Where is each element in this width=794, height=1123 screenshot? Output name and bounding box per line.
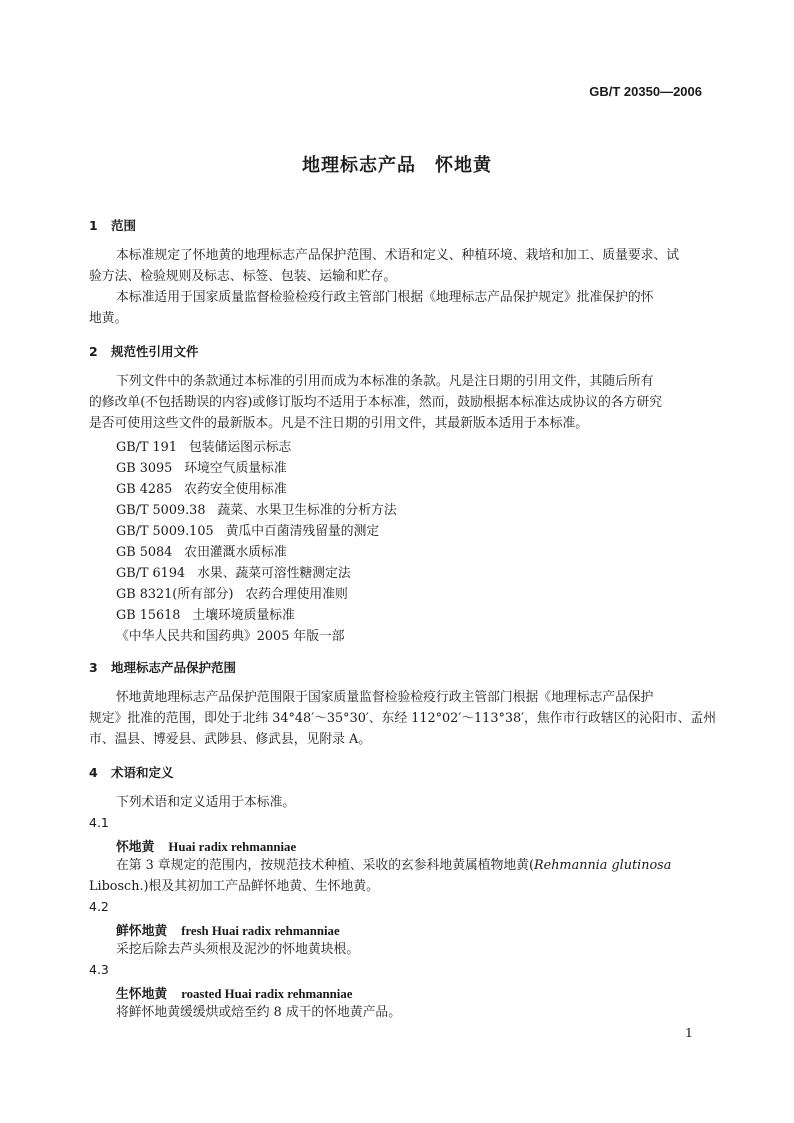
definition-line: Libosch.)根及其初加工产品鲜怀地黄、生怀地黄。 xyxy=(89,879,379,894)
definition-text: 在第 3 章规定的范围内，按规范技术种植、采收的玄参科地黄属植物地黄( xyxy=(116,858,534,873)
reference-title: 农药安全使用标准 xyxy=(184,482,287,497)
section-3-heading xyxy=(89,658,236,676)
section-title: 范围 xyxy=(111,218,137,233)
reference-pharmacopoeia: 《中华人民共和国药典》2005 年版一部 xyxy=(116,629,345,644)
reference-code: GB 4285 xyxy=(116,482,173,497)
reference-code: GB 8321(所有部分) xyxy=(116,587,234,602)
term-english: roasted Huai radix rehmanniae xyxy=(181,987,353,1001)
section-2-heading xyxy=(89,342,199,360)
section-title: 规范性引用文件 xyxy=(111,344,199,359)
term-heading xyxy=(116,836,296,855)
paragraph-line: 市、温县、博爱县、武陟县、修武县，见附录 A。 xyxy=(89,732,372,747)
reference-code: GB/T 5009.38 xyxy=(116,503,206,518)
paragraph-line: 本标准适用于国家质量监督检验检疫行政主管部门根据《地理标志产品保护规定》批准保护的怀 xyxy=(116,290,654,305)
definition-line: 采挖后除去芦头须根及泥沙的怀地黄块根。 xyxy=(116,942,360,957)
term-english: fresh Huai radix rehmanniae xyxy=(181,924,340,938)
reference-item xyxy=(116,541,287,560)
reference-item xyxy=(116,457,287,476)
reference-item xyxy=(116,583,348,602)
reference-code: GB 5084 xyxy=(116,545,173,560)
reference-item xyxy=(116,436,291,455)
reference-code: GB/T 191 xyxy=(116,440,177,455)
paragraph-line: 规定》批准的范围，即处于北纬 34°48′～35°30′、东经 112°02′～113°38′，焦作市行政辖区的沁阳市、孟州 xyxy=(89,711,716,726)
page-number: 1 xyxy=(685,1025,693,1040)
reference-title: 蔬菜、水果卫生标准的分析方法 xyxy=(217,503,397,518)
paragraph-line: 下列文件中的条款通过本标准的引用而成为本标准的条款。凡是注日期的引用文件，其随后所有 xyxy=(116,374,654,389)
section-number: 2 xyxy=(89,344,98,359)
reference-code: GB 3095 xyxy=(116,461,173,476)
clause-number: 4.1 xyxy=(89,815,109,830)
clause-number: 4.2 xyxy=(89,899,109,914)
paragraph-line: 的修改单(不包括勘误的内容)或修订版均不适用于本标准，然而，鼓励根据本标准达成协议的各方研究 xyxy=(89,395,663,410)
paragraph-line: 地黄。 xyxy=(89,311,128,326)
paragraph-line: 验方法、检验规则及标志、标签、包装、运输和贮存。 xyxy=(89,269,397,284)
section-4-heading xyxy=(89,763,174,781)
term-heading xyxy=(116,983,352,1002)
term-heading xyxy=(116,920,340,939)
reference-title: 农田灌溉水质标准 xyxy=(184,545,287,560)
reference-item xyxy=(116,520,379,539)
reference-title: 水果、蔬菜可溶性糖测定法 xyxy=(197,566,351,581)
latin-name: Rehmannia glutinosa xyxy=(533,858,672,873)
reference-code: GB/T 5009.105 xyxy=(116,524,214,539)
section-number: 1 xyxy=(89,218,98,233)
paragraph-line: 怀地黄地理标志产品保护范围限于国家质量监督检验检疫行政主管部门根据《地理标志产品保护 xyxy=(116,690,654,705)
term-chinese: 怀地黄 xyxy=(116,840,155,855)
section-number: 4 xyxy=(89,765,98,780)
section-title: 术语和定义 xyxy=(111,765,174,780)
paragraph-line: 下列术语和定义适用于本标准。 xyxy=(116,795,296,810)
document-title: 地理标志产品 怀地黄 xyxy=(302,155,492,176)
reference-item xyxy=(116,562,351,581)
reference-item xyxy=(116,478,287,497)
paragraph-line: 本标准规定了怀地黄的地理标志产品保护范围、术语和定义、种植环境、栽培和加工、质量要求、试 xyxy=(116,248,680,263)
section-title: 地理标志产品保护范围 xyxy=(111,660,237,675)
term-chinese: 生怀地黄 xyxy=(116,987,168,1002)
definition-line: 将鲜怀地黄缓缓烘或焙至约 8 成干的怀地黄产品。 xyxy=(116,1005,402,1020)
section-number: 3 xyxy=(89,660,98,675)
reference-code: GB/T 6194 xyxy=(116,566,186,581)
reference-title: 黄瓜中百菌清残留量的测定 xyxy=(225,524,380,539)
reference-item xyxy=(116,499,397,518)
reference-title: 环境空气质量标准 xyxy=(184,461,287,476)
paragraph-line: 是否可使用这些文件的最新版本。凡是不注日期的引用文件，其最新版本适用于本标准。 xyxy=(89,416,589,431)
reference-code: GB 15618 xyxy=(116,608,181,623)
reference-title: 包装储运图示标志 xyxy=(188,440,292,455)
clause-number: 4.3 xyxy=(89,962,109,977)
definition-line xyxy=(116,856,728,876)
reference-title: 土壤环境质量标准 xyxy=(192,608,295,623)
reference-title: 农药合理使用准则 xyxy=(245,587,348,602)
term-chinese: 鲜怀地黄 xyxy=(116,924,168,939)
reference-item xyxy=(116,604,295,623)
section-1-heading xyxy=(89,216,136,234)
term-english: Huai radix rehmanniae xyxy=(168,840,297,854)
standard-number: GB/T 20350—2006 xyxy=(589,84,702,99)
